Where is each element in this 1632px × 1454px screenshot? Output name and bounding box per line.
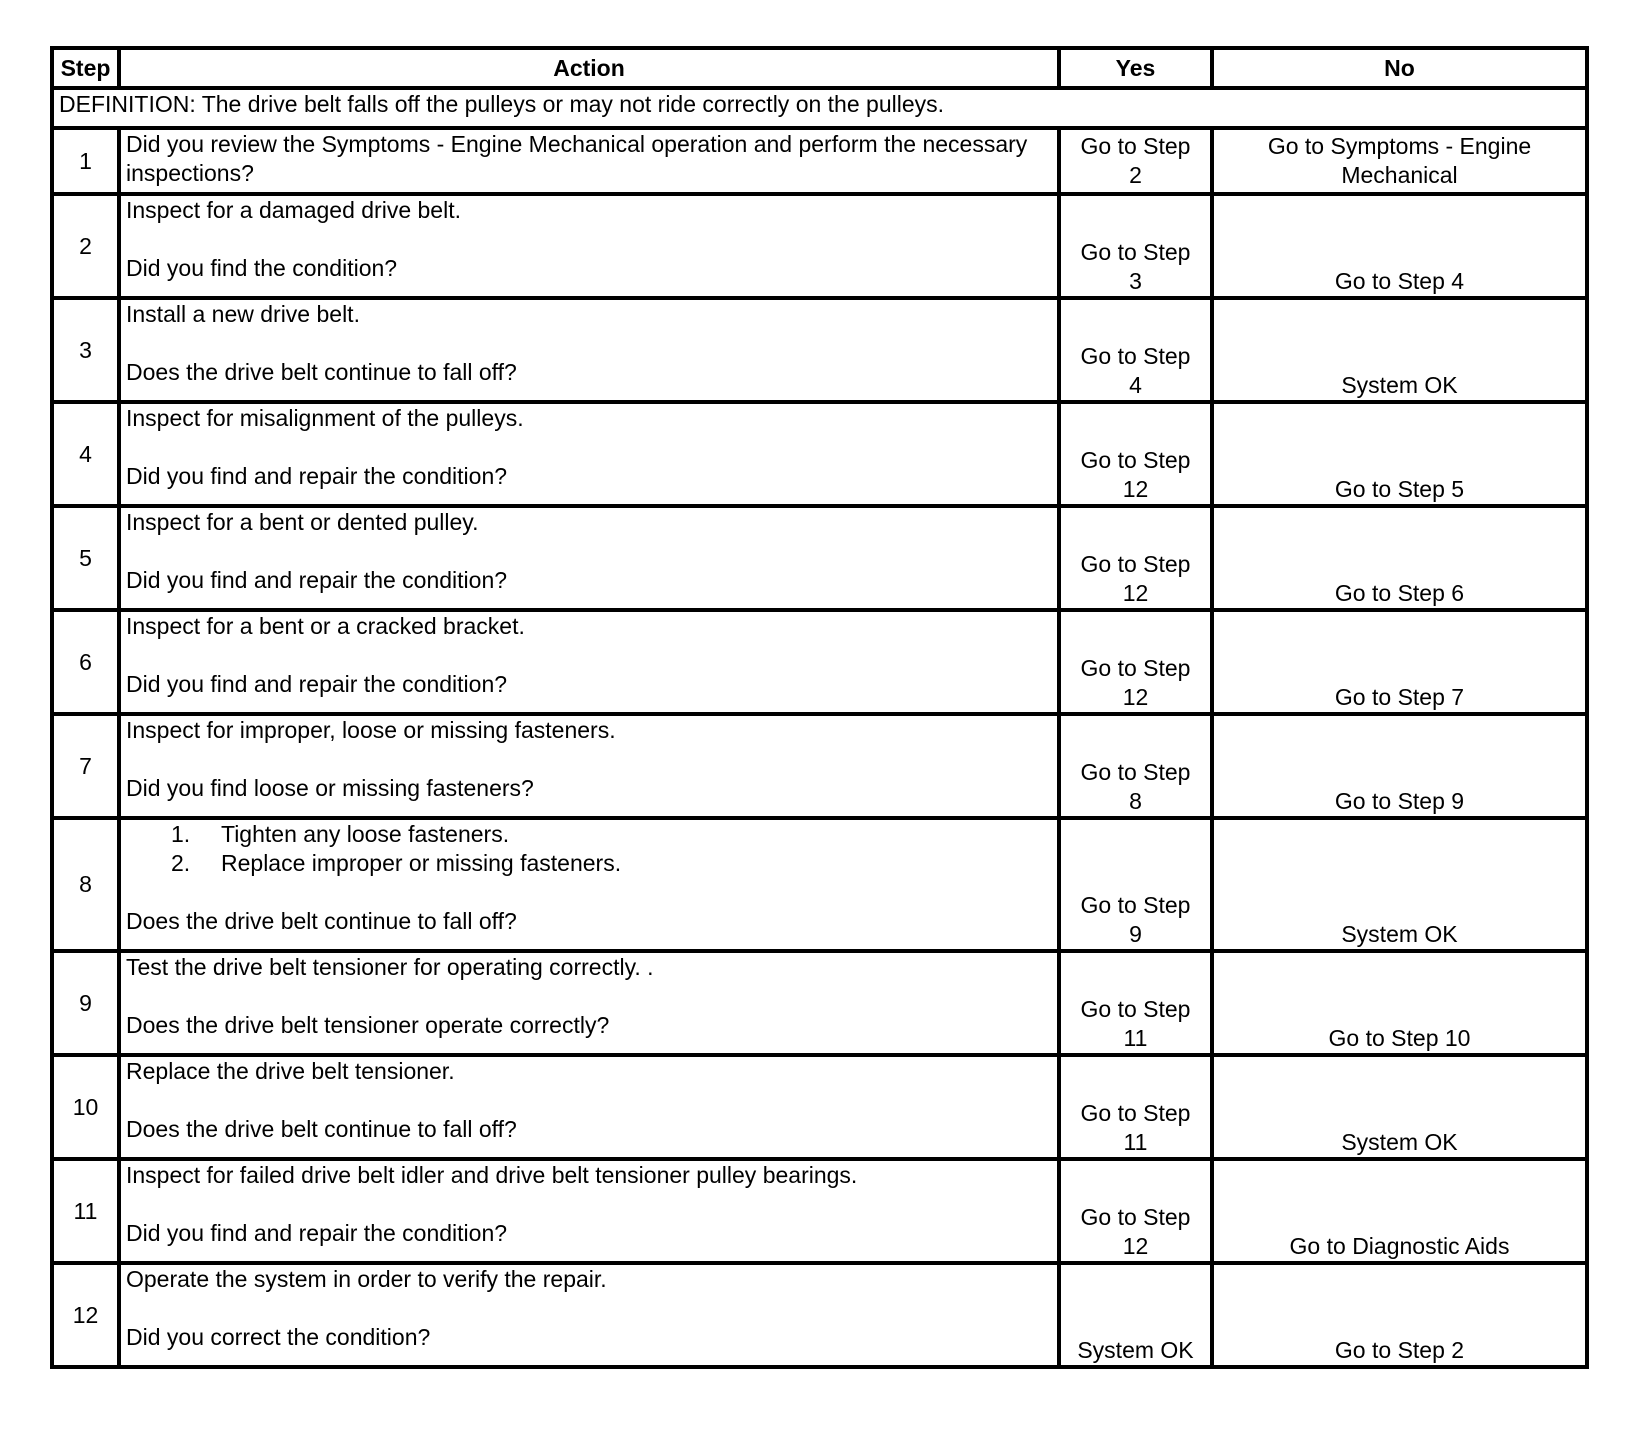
action-text: Inspect for a bent or a cracked bracket.: [126, 613, 525, 639]
no-text: System OK: [1341, 921, 1458, 947]
step-number: 12: [52, 1263, 119, 1367]
yes-text: 2: [1129, 162, 1142, 188]
no-result: [1212, 402, 1587, 506]
action-cell: [119, 402, 1059, 506]
action-cell: [119, 1263, 1059, 1367]
table-row: [52, 298, 1587, 402]
action-spacer: [126, 641, 1052, 670]
action-spacer: [126, 878, 1052, 907]
action-question: Does the drive belt tensioner operate correctly?: [126, 1012, 610, 1038]
yes-text: 8: [1129, 788, 1142, 814]
substep-text: Replace improper or missing fasteners.: [221, 850, 622, 876]
action-question: Does the drive belt continue to fall off?: [126, 1116, 517, 1142]
table-row: [52, 1159, 1587, 1263]
action-question: Does the drive belt continue to fall off?: [126, 908, 517, 934]
yes-text: 12: [1122, 580, 1149, 606]
yes-text: Go to Step: [1080, 996, 1191, 1022]
yes-result: [1059, 506, 1212, 610]
action-cell: [119, 1055, 1059, 1159]
no-text: Go to Step 5: [1334, 476, 1465, 502]
no-text: Go to Symptoms - Engine: [1267, 133, 1532, 159]
no-text: Go to Step 9: [1334, 788, 1465, 814]
action-spacer: [126, 1190, 1052, 1219]
no-text: Go to Step 10: [1328, 1025, 1471, 1051]
definition-text: DEFINITION: The drive belt falls off the pulleys or may not ride correctly on the pulleys.: [52, 88, 1587, 128]
header-action: Action: [119, 48, 1059, 88]
substep-item: [126, 820, 1052, 849]
substep-number: 2.: [171, 850, 191, 876]
action-text: Inspect for misalignment of the pulleys.: [126, 405, 524, 431]
action-text: Inspect for failed drive belt idler and drive belt tensioner pulley bearings.: [126, 1162, 858, 1188]
yes-text: 4: [1129, 372, 1142, 398]
action-text: Install a new drive belt.: [126, 301, 360, 327]
yes-text: Go to Step: [1080, 892, 1191, 918]
yes-result: [1059, 1055, 1212, 1159]
yes-text: 9: [1129, 921, 1142, 947]
yes-result: [1059, 194, 1212, 298]
action-question: Did you correct the condition?: [126, 1324, 431, 1350]
yes-text: 3: [1129, 268, 1142, 294]
no-result: [1212, 714, 1587, 818]
action-spacer: [126, 1086, 1052, 1115]
no-text: Mechanical: [1341, 162, 1458, 188]
yes-result: [1059, 298, 1212, 402]
action-question: Does the drive belt continue to fall off?: [126, 359, 517, 385]
table-row: [52, 128, 1587, 194]
no-text: Go to Step 4: [1334, 268, 1465, 294]
action-question: Did you find and repair the condition?: [126, 567, 508, 593]
no-result: [1212, 1263, 1587, 1367]
step-number: 7: [52, 714, 119, 818]
step-number: 3: [52, 298, 119, 402]
yes-text: 11: [1123, 1025, 1148, 1051]
header-no: No: [1212, 48, 1587, 88]
diagnostic-table: [50, 46, 1589, 1369]
yes-text: 12: [1122, 476, 1149, 502]
yes-result: [1059, 951, 1212, 1055]
yes-text: Go to Step: [1080, 1204, 1191, 1230]
step-number: 11: [52, 1159, 119, 1263]
step-number: 8: [52, 818, 119, 951]
no-result: [1212, 194, 1587, 298]
action-text: Test the drive belt tensioner for operating correctly. .: [126, 954, 654, 980]
no-result: [1212, 506, 1587, 610]
step-number: 2: [52, 194, 119, 298]
yes-text: 12: [1122, 1233, 1149, 1259]
yes-result: [1059, 610, 1212, 714]
action-text: Replace the drive belt tensioner.: [126, 1058, 455, 1084]
yes-text: Go to Step: [1080, 239, 1191, 265]
table-row: [52, 506, 1587, 610]
table-row: [52, 1263, 1587, 1367]
substep-item: [126, 849, 1052, 878]
table-row: [52, 818, 1587, 951]
table-row: [52, 714, 1587, 818]
yes-text: Go to Step: [1080, 133, 1191, 159]
action-question: Did you find the condition?: [126, 255, 398, 281]
yes-text: 12: [1122, 684, 1149, 710]
action-text: Inspect for a bent or dented pulley.: [126, 509, 479, 535]
no-result: [1212, 1159, 1587, 1263]
no-result: [1212, 128, 1587, 194]
yes-result: [1059, 714, 1212, 818]
action-spacer: [126, 982, 1052, 1011]
yes-text: System OK: [1077, 1337, 1194, 1363]
yes-text: Go to Step: [1080, 655, 1191, 681]
no-text: System OK: [1341, 372, 1458, 398]
substep-text: Tighten any loose fasteners.: [221, 821, 510, 847]
no-result: [1212, 298, 1587, 402]
action-text: Inspect for a damaged drive belt.: [126, 197, 461, 223]
no-result: [1212, 818, 1587, 951]
step-number: 4: [52, 402, 119, 506]
action-question: Did you find loose or missing fasteners?: [126, 775, 534, 801]
substep-number: 1.: [171, 821, 191, 847]
table-row: [52, 1055, 1587, 1159]
yes-result: [1059, 402, 1212, 506]
step-number: 9: [52, 951, 119, 1055]
no-text: Go to Diagnostic Aids: [1289, 1233, 1510, 1259]
action-spacer: [126, 537, 1052, 566]
yes-text: Go to Step: [1080, 343, 1191, 369]
action-cell: [119, 128, 1059, 194]
action-cell: [119, 1159, 1059, 1263]
header-step: Step: [52, 48, 119, 88]
table-row: [52, 610, 1587, 714]
action-spacer: [126, 433, 1052, 462]
step-number: 10: [52, 1055, 119, 1159]
action-question: Did you find and repair the condition?: [126, 1220, 508, 1246]
action-cell: [119, 818, 1059, 951]
header-row: [52, 48, 1587, 88]
yes-text: Go to Step: [1080, 759, 1191, 785]
action-text: Operate the system in order to verify the repair.: [126, 1266, 607, 1292]
step-number: 5: [52, 506, 119, 610]
action-question: Did you find and repair the condition?: [126, 671, 508, 697]
action-spacer: [126, 329, 1052, 358]
action-cell: [119, 714, 1059, 818]
definition-row: [52, 88, 1587, 128]
yes-text: Go to Step: [1080, 1100, 1191, 1126]
yes-result: [1059, 128, 1212, 194]
yes-result: [1059, 818, 1212, 951]
action-text: Inspect for improper, loose or missing fasteners.: [126, 717, 616, 743]
yes-text: 11: [1123, 1129, 1148, 1155]
step-number: 6: [52, 610, 119, 714]
action-question: Did you find and repair the condition?: [126, 463, 508, 489]
header-yes: Yes: [1059, 48, 1212, 88]
step-number: 1: [52, 128, 119, 194]
no-text: System OK: [1341, 1129, 1458, 1155]
action-text: Did you review the Symptoms - Engine Mechanical operation and perform the necessary inspections?: [126, 131, 1028, 186]
action-cell: [119, 298, 1059, 402]
yes-text: Go to Step: [1080, 447, 1191, 473]
yes-result: [1059, 1263, 1212, 1367]
action-cell: [119, 194, 1059, 298]
no-result: [1212, 951, 1587, 1055]
table-row: [52, 402, 1587, 506]
no-text: Go to Step 2: [1334, 1337, 1465, 1363]
action-cell: [119, 506, 1059, 610]
action-spacer: [126, 225, 1052, 254]
no-result: [1212, 610, 1587, 714]
yes-result: [1059, 1159, 1212, 1263]
action-cell: [119, 951, 1059, 1055]
table-row: [52, 194, 1587, 298]
action-cell: [119, 610, 1059, 714]
action-spacer: [126, 1294, 1052, 1323]
table-row: [52, 951, 1587, 1055]
yes-text: Go to Step: [1080, 551, 1191, 577]
no-text: Go to Step 7: [1334, 684, 1465, 710]
no-result: [1212, 1055, 1587, 1159]
action-spacer: [126, 745, 1052, 774]
no-text: Go to Step 6: [1334, 580, 1465, 606]
